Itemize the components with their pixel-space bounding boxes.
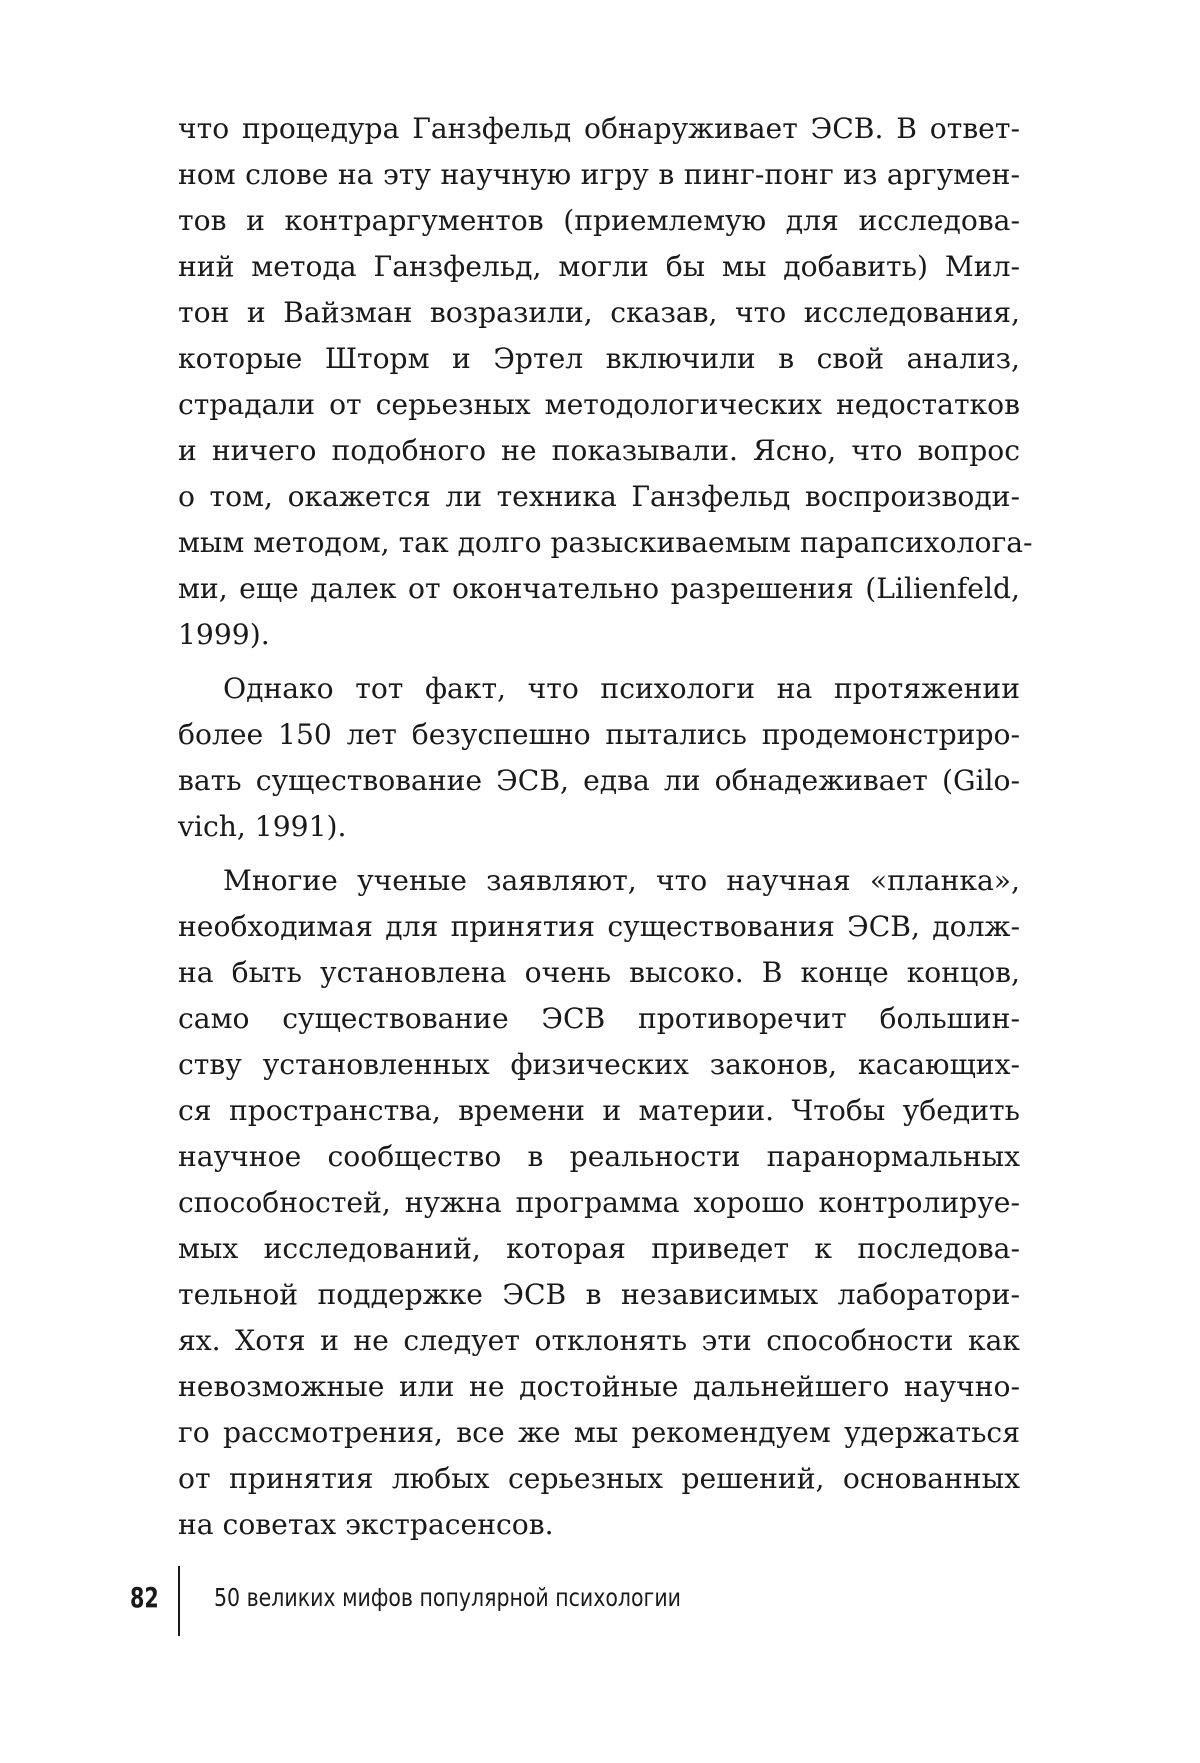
text-line: само существование ЭСВ противоречит большин-	[178, 1002, 1020, 1035]
text-line: страдали от серьезных методологических недостатков	[178, 388, 1020, 421]
footer-divider	[178, 1566, 180, 1636]
paragraph-2	[178, 666, 1020, 850]
text-line: от принятия любых серьезных решений, основанных	[178, 1462, 1020, 1495]
page-footer	[0, 1566, 1200, 1636]
text-line: необходимая для принятия существования ЭСВ, долж-	[178, 910, 1020, 943]
text-line: Многие ученые заявляют, что научная «планка»,	[223, 864, 1020, 897]
text-line: тов и контраргументов (приемлемую для исследова-	[178, 204, 1020, 237]
text-line: мых исследований, которая приведет к последова-	[178, 1232, 1020, 1265]
text-line: 1999).	[178, 618, 270, 651]
text-line: ся пространства, времени и материи. Чтобы убедить	[178, 1094, 1020, 1127]
text-line: тон и Вайзман возразили, сказав, что исследования,	[178, 296, 1020, 329]
text-line: тельной поддержке ЭСВ в независимых лаборатори-	[178, 1278, 1020, 1311]
text-line: ях. Хотя и не следует отклонять эти способности как	[178, 1324, 1020, 1357]
text-line: го рассмотрения, все же мы рекомендуем удержаться	[178, 1416, 1020, 1449]
text-line: вать существование ЭСВ, едва ли обнадеживает (Gilo-	[178, 764, 1020, 797]
text-line: более 150 лет безуспешно пытались продемонстриро-	[178, 718, 1020, 751]
text-line: что процедура Ганзфельд обнаруживает ЭСВ. В ответ-	[178, 112, 1020, 145]
text-line: научное сообщество в реальности паранормальных	[178, 1140, 1020, 1173]
paragraph-1	[178, 106, 1033, 658]
running-title: 50 великих мифов популярной психологии	[214, 1583, 681, 1612]
text-line: мым методом, так долго разыскиваемым парапсихолога-	[178, 526, 1033, 559]
text-line: которые Шторм и Эртел включили в свой анализ,	[178, 342, 1020, 375]
text-line: о том, окажется ли техника Ганзфельд воспроизводи-	[178, 480, 1020, 513]
text-line: ний метода Ганзфельд, могли бы мы добавить) Мил-	[178, 250, 1020, 283]
text-line: Однако тот факт, что психологи на протяжении	[223, 672, 1020, 705]
text-line: ству установленных физических законов, касающих-	[178, 1048, 1020, 1081]
text-line: ми, еще далек от окончательно разрешения (Lilienfeld,	[178, 572, 1020, 605]
paragraph-3	[178, 858, 1020, 1548]
text-line: способностей, нужна программа хорошо контролируе-	[178, 1186, 1020, 1219]
text-line: невозможные или не достойные дальнейшего научно-	[178, 1370, 1020, 1403]
text-line: ном слове на эту научную игру в пинг-понг из аргумен-	[178, 158, 1020, 191]
page-number: 82	[130, 1581, 159, 1614]
text-line: vich, 1991).	[178, 810, 347, 843]
text-line: и ничего подобного не показывали. Ясно, что вопрос	[178, 434, 1020, 467]
text-line: на быть установлена очень высоко. В конце концов,	[178, 956, 1020, 989]
body-text	[178, 106, 1033, 1556]
text-line: на советах экстрасенсов.	[178, 1508, 554, 1541]
